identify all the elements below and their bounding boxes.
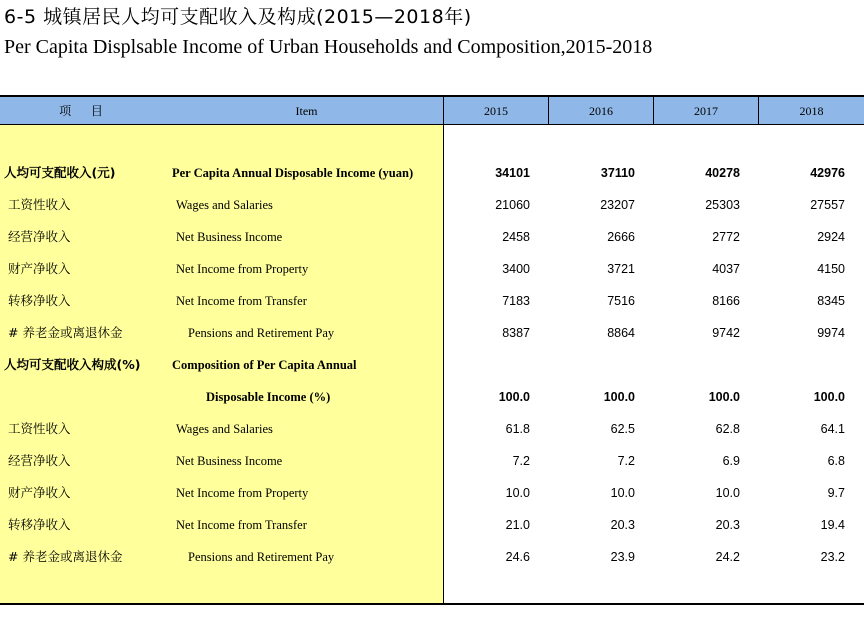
row-label-en: Net Income from Transfer: [176, 518, 307, 532]
income-table: [0, 95, 864, 605]
table-row: [0, 221, 864, 253]
cell-value-2018: 42976: [810, 166, 845, 180]
cell-value-2016: 62.5: [610, 422, 635, 436]
header-item-en: Item: [295, 104, 318, 118]
cell-value-2018: 100.0: [813, 390, 845, 404]
cell-value-2016: 20.3: [610, 518, 635, 532]
table-row: [0, 541, 864, 573]
row-label-en: Net Income from Property: [176, 262, 309, 276]
cell-value-2018: 9.7: [827, 486, 845, 500]
cell-value-2015: 24.6: [505, 550, 530, 564]
cell-value-2017: 62.8: [715, 422, 740, 436]
cell-value-2016: 7516: [607, 294, 635, 308]
cell-value-2018: 2924: [817, 230, 845, 244]
cell-value-2016: 23207: [600, 198, 635, 212]
table-row: [0, 253, 864, 285]
cell-value-2017: 8166: [712, 294, 740, 308]
cell-value-2018: 8345: [817, 294, 845, 308]
cell-value-2017: [640, 349, 740, 381]
row-label-cn: 人均可支配收入构成(%): [4, 357, 141, 372]
cell-value-2018: 64.1: [820, 422, 845, 436]
cell-value-2017: 40278: [705, 166, 740, 180]
row-label-cn: 经营净收入: [8, 453, 71, 468]
row-label-cn: 工资性收入: [8, 421, 71, 436]
cell-value-2018: 19.4: [820, 518, 845, 532]
table-row: [0, 477, 864, 509]
row-label-cn: 工资性收入: [8, 197, 71, 212]
table-row: [0, 317, 864, 349]
cell-value-2017: 24.2: [715, 550, 740, 564]
header-year-2018: 2018: [758, 97, 864, 125]
cell-value-2015: 8387: [502, 326, 530, 340]
table-row: [0, 445, 864, 477]
row-label-en: Pensions and Retirement Pay: [188, 550, 335, 564]
row-label-cn: 人均可支配收入(元): [4, 165, 116, 180]
cell-value-2018: 27557: [810, 198, 845, 212]
row-label-en: Net Income from Property: [176, 486, 309, 500]
cell-value-2017: 4037: [712, 262, 740, 276]
row-label-en: Disposable Income (%): [206, 390, 331, 404]
cell-value-2018: 4150: [817, 262, 845, 276]
table-row: [0, 509, 864, 541]
cell-value-2017: 9742: [712, 326, 740, 340]
cell-value-2018: 6.8: [827, 454, 845, 468]
cell-value-2015: 34101: [495, 166, 530, 180]
cell-value-2017: 6.9: [722, 454, 740, 468]
row-label-cn: 财产净收入: [8, 261, 71, 276]
cell-value-2018: [745, 349, 845, 381]
cell-value-2016: 7.2: [617, 454, 635, 468]
cell-value-2016: [535, 349, 635, 381]
cell-value-2015: 2458: [502, 230, 530, 244]
cell-value-2018: 23.2: [820, 550, 845, 564]
header-year-2017: 2017: [653, 97, 758, 125]
row-label-en: Wages and Salaries: [176, 198, 273, 212]
row-label-en: Composition of Per Capita Annual: [172, 358, 357, 372]
row-label-cn: # 养老金或离退休金: [8, 325, 123, 340]
row-label-en: Net Income from Transfer: [176, 294, 307, 308]
cell-value-2015: 21.0: [505, 518, 530, 532]
row-label-en: Pensions and Retirement Pay: [188, 326, 335, 340]
header-item-cn: 项 目: [59, 104, 111, 118]
table-row: [0, 349, 864, 381]
table-header: [0, 95, 864, 125]
bottom-border: [0, 603, 864, 605]
cell-value-2018: 9974: [817, 326, 845, 340]
row-label-cn: 经营净收入: [8, 229, 71, 244]
table-row: [0, 381, 864, 413]
cell-value-2017: 100.0: [708, 390, 740, 404]
page-title-english: Per Capita Displsable Income of Urban Households and Composition,2015-2018: [4, 36, 653, 58]
cell-value-2015: 7.2: [512, 454, 530, 468]
cell-value-2015: 10.0: [505, 486, 530, 500]
row-label-cn: 转移净收入: [8, 517, 71, 532]
row-label-en: Net Business Income: [176, 454, 283, 468]
cell-value-2017: 25303: [705, 198, 740, 212]
cell-value-2015: 61.8: [505, 422, 530, 436]
cell-value-2016: 10.0: [610, 486, 635, 500]
cell-value-2015: 21060: [495, 198, 530, 212]
cell-value-2015: [430, 349, 530, 381]
cell-value-2016: 100.0: [603, 390, 635, 404]
page-title-chinese: 6-5 城镇居民人均可支配收入及构成(2015—2018年): [4, 6, 472, 28]
cell-value-2017: 10.0: [715, 486, 740, 500]
cell-value-2016: 3721: [607, 262, 635, 276]
cell-value-2015: 7183: [502, 294, 530, 308]
cell-value-2016: 8864: [607, 326, 635, 340]
header-year-2016: 2016: [548, 97, 653, 125]
header-year-2015: 2015: [443, 97, 548, 125]
cell-value-2017: 2772: [712, 230, 740, 244]
cell-value-2015: 3400: [502, 262, 530, 276]
row-label-cn: # 养老金或离退休金: [8, 549, 123, 564]
cell-value-2015: 100.0: [498, 390, 530, 404]
cell-value-2016: 23.9: [610, 550, 635, 564]
cell-value-2016: 37110: [600, 166, 635, 180]
table-row: [0, 157, 864, 189]
row-label-cn: 财产净收入: [8, 485, 71, 500]
row-label-cn: 转移净收入: [8, 293, 71, 308]
row-label-en: Wages and Salaries: [176, 422, 273, 436]
cell-value-2017: 20.3: [715, 518, 740, 532]
table-row: [0, 285, 864, 317]
row-label-en: Net Business Income: [176, 230, 283, 244]
row-label-en: Per Capita Annual Disposable Income (yuan): [172, 166, 414, 180]
table-row: [0, 189, 864, 221]
table-row: [0, 413, 864, 445]
cell-value-2016: 2666: [607, 230, 635, 244]
